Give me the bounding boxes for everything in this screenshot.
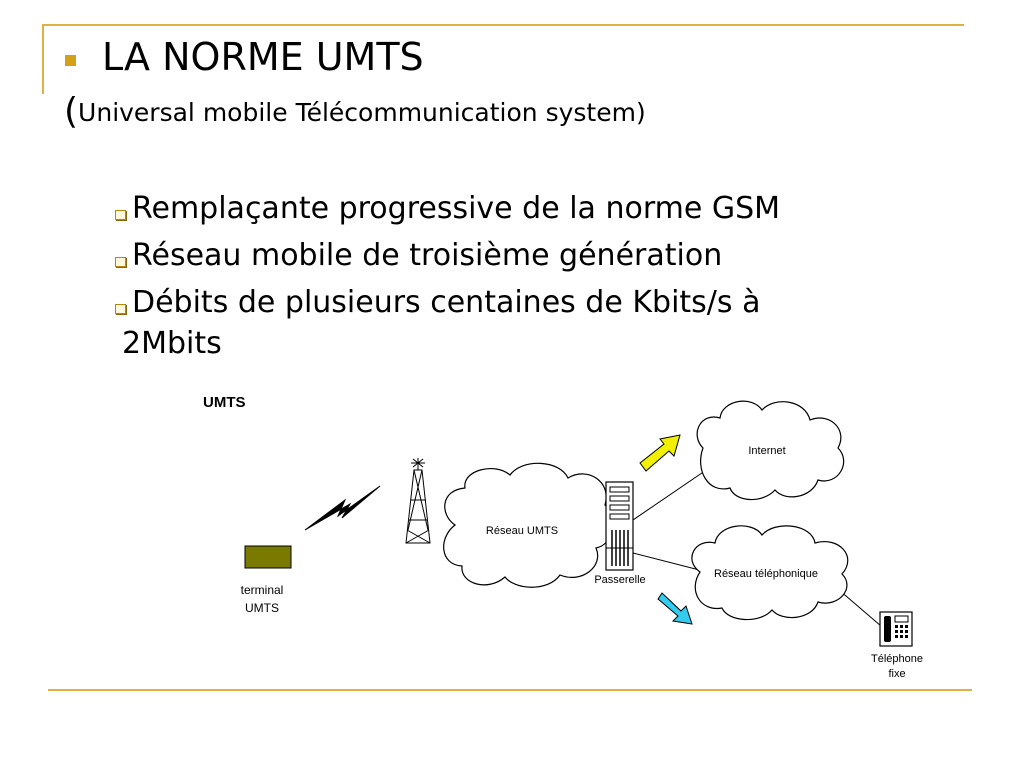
internet-cloud — [697, 401, 844, 499]
cloud-label-internet: Internet — [748, 445, 786, 457]
antenna-tower-icon — [406, 458, 430, 543]
phone-label-line2: fixe — [888, 668, 906, 680]
phone-label-line1: Téléphone — [871, 653, 923, 665]
download-arrow-icon — [658, 593, 692, 624]
fixed-telephone-icon — [880, 612, 912, 646]
umts-network-cloud — [444, 463, 614, 587]
diagram-heading: UMTS — [203, 394, 246, 411]
cloud-label-umts: Réseau UMTS — [485, 525, 559, 537]
bullet-text: Remplaçante progressive de la norme GSM — [132, 191, 781, 226]
cloud-label-phone-network: Réseau téléphonique — [714, 568, 818, 580]
terminal-umts — [241, 546, 291, 615]
upload-arrow-icon — [640, 435, 680, 471]
subtitle-text: Universal mobile Télécommunication system) — [78, 98, 646, 127]
bullet-text-continuation: 2Mbits — [122, 326, 222, 361]
gateway-label: Passerelle — [594, 574, 646, 586]
phone-network-cloud — [692, 526, 848, 620]
slide-title: LA NORME UMTS — [102, 35, 424, 79]
terminal-device-icon — [245, 546, 291, 568]
bullet-text: Réseau mobile de troisième génération — [132, 238, 723, 273]
terminal-label-line2: UMTS — [245, 601, 279, 615]
bullet-text: Débits de plusieurs centaines de Kbits/s à — [132, 285, 761, 320]
radio-link-lightning-icon — [305, 486, 380, 530]
terminal-label-line1: terminal — [240, 583, 284, 597]
subtitle-open-paren: ( — [64, 91, 79, 132]
gateway-server-icon — [606, 482, 633, 570]
